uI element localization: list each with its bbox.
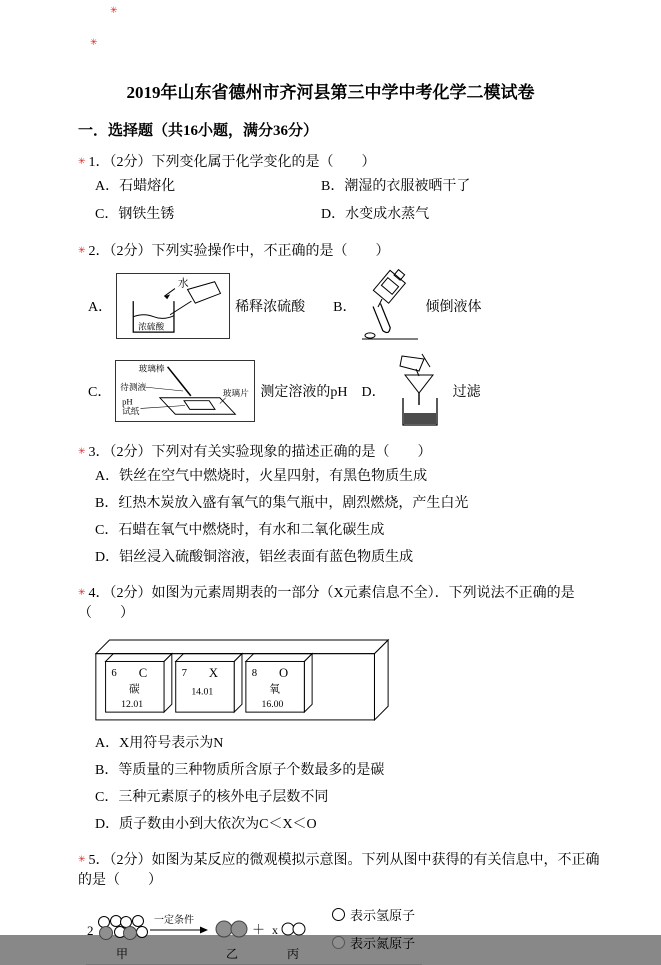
question-3-option-b: B．红热木炭放入盛有氧气的集气瓶中，剧烈燃烧，产生白光 [95, 496, 469, 511]
page-title: 2019年山东省德州市齐河县第三中学中考化学二模试卷 [126, 83, 535, 102]
hydrogen-atom-icon [332, 908, 345, 921]
question-4-text: 4．（2分）如图为元素周期表的一部分（X元素信息不全）．下列说法不正确的是（ ） [78, 586, 575, 621]
question-4-option-d: D．质子数由小到大依次为C＜X＜O [95, 817, 317, 832]
nitrogen-atom-icon [332, 936, 345, 949]
periodic-cell-x [176, 654, 242, 712]
question-5-heading [78, 849, 605, 889]
filtrate-liquid [404, 413, 436, 424]
question-1-heading [78, 151, 605, 171]
svg-text:16.00: 16.00 [261, 699, 284, 711]
molecule-bing [282, 923, 305, 935]
periodic-table-cells [90, 630, 392, 728]
question-2-figures-row-1 [88, 268, 605, 344]
figure-d-caption: 过滤 [452, 385, 481, 400]
svg-text:碳: 碳 [128, 683, 140, 696]
question-4-option-c: C．三种元素原子的核外电子层数不同 [95, 790, 329, 805]
red-annotation-icon: ✳ [78, 446, 86, 456]
pouring-vessel-icon [188, 282, 221, 303]
question-3-option-d: D．铝丝浸入硫酸铜溶液，铝丝表面有蓝色物质生成 [95, 550, 414, 565]
section-heading: 一．选择题（共16小题，满分36分） [78, 123, 319, 139]
nitrogen-atom-icon [216, 921, 232, 937]
question-1-text: 1．（2分）下列变化属于化学变化的是（ ） [88, 155, 376, 170]
ph-paper-label-line2: 试纸 [122, 406, 140, 417]
pouring-figure [360, 268, 420, 344]
svg-text:X: X [208, 666, 218, 681]
condition-label: 一定条件 [154, 915, 194, 926]
ph-paper-label-line1: pH [122, 396, 134, 407]
micro-reaction-figure [86, 899, 422, 965]
red-annotation-icon: ✳ [78, 245, 86, 255]
pouring-beaker-icon [400, 356, 424, 371]
question-1-option-c: C．钢铁生锈 [95, 207, 175, 222]
question-1-option-d: D．水变成水蒸气 [321, 207, 430, 222]
periodic-cell-carbon [106, 654, 172, 712]
question-1-option-a: A．石蜡熔化 [95, 179, 176, 194]
legend-hydrogen [332, 905, 415, 924]
label-yi: 乙 [226, 947, 239, 961]
water-label: 水 [177, 278, 189, 290]
red-annotation-icon: ✳ [78, 587, 86, 597]
x-coefficient: x [272, 923, 278, 937]
plus-sign: ＋ [252, 922, 266, 937]
coefficient-label: 2 [87, 923, 94, 938]
question-3-text: 3．（2分）下列对有关实验现象的描述正确的是（ ） [88, 445, 432, 460]
molecule-jia [99, 916, 148, 940]
figure-c-ph-test [88, 360, 347, 422]
legend-hydrogen-text: 表示氢原子 [350, 908, 416, 923]
figure-b-pouring-liquid [333, 268, 481, 344]
funnel-icon [405, 375, 433, 393]
question-4-option-a: A．X用符号表示为N [95, 736, 224, 751]
hydrogen-atom-icon [293, 923, 305, 935]
question-2-text: 2．（2分）下列实验操作中，不正确的是（ ） [88, 244, 390, 259]
svg-text:8: 8 [251, 667, 258, 680]
svg-text:C: C [138, 666, 148, 681]
figure-b-letter: B． [333, 300, 357, 315]
svg-text:6: 6 [111, 667, 117, 680]
test-liquid-label: 待测液 [120, 382, 147, 393]
paper-body [0, 119, 661, 965]
figure-d-filtration [361, 352, 480, 430]
reagent-bottle-icon [374, 266, 410, 303]
stopper-icon [365, 333, 375, 338]
filtration-figure [390, 352, 448, 430]
glass-rod-label: 玻璃棒 [138, 363, 165, 374]
question-3-option-a: A．铁丝在空气中燃烧时，火星四射，有黑色物质生成 [95, 469, 428, 484]
red-annotation-icon: ✳ [90, 37, 98, 47]
red-annotation-icon: ✳ [110, 5, 118, 15]
glass-rod-icon [168, 367, 191, 396]
figure-b-caption: 倾倒液体 [425, 300, 482, 315]
nitrogen-atom-icon [124, 927, 137, 940]
glass-slide-label: 玻璃片 [223, 387, 250, 398]
question-3-option-c: C．石蜡在氧气中燃烧时，有水和二氧化碳生成 [95, 523, 385, 538]
periodic-cell-oxygen [246, 654, 312, 712]
periodic-table-figure [90, 630, 605, 728]
question-2-heading [78, 240, 605, 260]
label-jia: 甲 [116, 947, 129, 961]
figure-d-letter: D． [361, 385, 386, 400]
legend-nitrogen-text: 表示氮原子 [350, 936, 416, 951]
red-annotation-icon: ✳ [78, 156, 86, 166]
question-2-figures-row-2 [88, 352, 605, 430]
question-5-text: 5．（2分）如图为某反应的微观模拟示意图。下列从图中获得的有关信息中，不正确的是（ ） [78, 853, 600, 888]
svg-text:14.01: 14.01 [191, 686, 214, 698]
question-3-heading [78, 441, 605, 461]
question-4-options [95, 730, 605, 838]
dilution-figure [116, 273, 230, 339]
figure-a-dilute-acid [88, 273, 305, 339]
question-4-heading [78, 582, 605, 622]
question-3-options [95, 463, 605, 571]
figure-c-letter: C． [88, 385, 112, 400]
figure-c-caption: 测定溶液的pH [260, 385, 348, 400]
question-1-options [95, 173, 605, 229]
figure-a-letter: A． [88, 300, 113, 315]
question-4-option-b: B．等质量的三种物质所含原子个数最多的是碳 [95, 763, 385, 778]
hydrogen-atom-icon [282, 923, 294, 935]
ph-test-figure [115, 360, 255, 422]
svg-text:O: O [278, 666, 289, 681]
acid-label: 浓硫酸 [138, 321, 165, 332]
reaction-diagram [86, 899, 326, 961]
atom-legend [332, 905, 415, 961]
figure-a-caption: 稀释浓硫酸 [235, 300, 306, 315]
svg-text:12.01: 12.01 [121, 699, 144, 711]
test-tube-icon [374, 304, 392, 334]
nitrogen-atom-icon [231, 921, 247, 937]
reaction-arrow-head [200, 927, 208, 934]
red-annotation-icon: ✳ [78, 854, 86, 864]
molecule-yi [216, 921, 247, 937]
label-bing: 丙 [287, 947, 300, 961]
legend-nitrogen [332, 933, 415, 952]
ph-paper-icon [184, 401, 215, 410]
svg-text:氧: 氧 [269, 683, 280, 696]
question-1-option-b: B．潮湿的衣服被晒干了 [321, 179, 471, 194]
nitrogen-atom-icon [100, 927, 113, 940]
svg-text:7: 7 [181, 667, 187, 680]
